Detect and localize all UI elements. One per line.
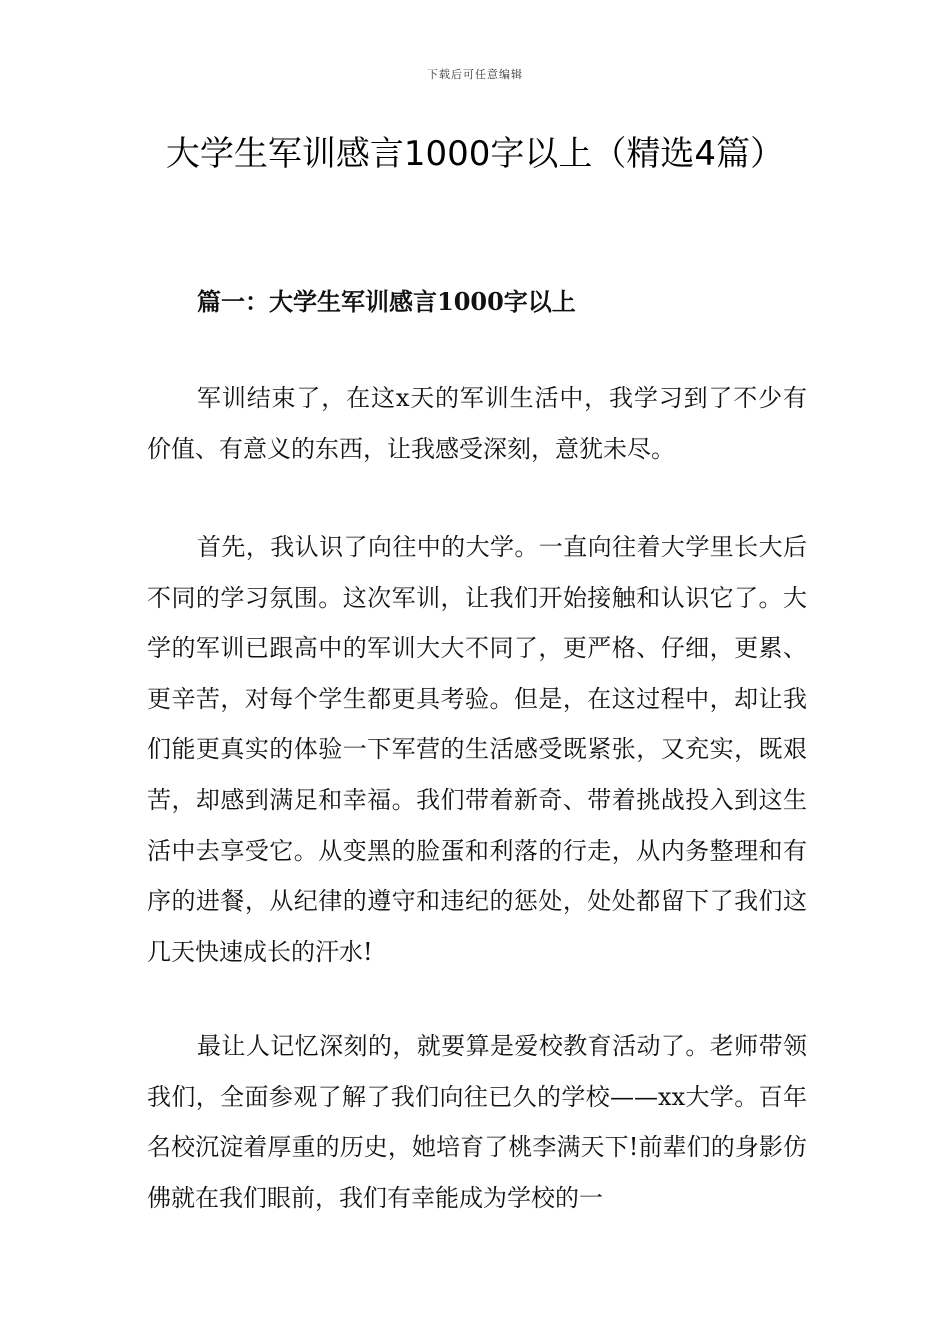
header-note: 下载后可任意编辑 [427, 68, 523, 81]
body-paragraph-2: 首先，我认识了向往中的大学。一直向往着大学里长大后不同的学习氛围。这次军训，让我们开始接触和认识它了。大学的军训已跟高中的军训大大不同了，更严格、仔细，更累、更辛苦，对每个学生都更具考验。但是，在这过程中，却让我们能更真实的体验一下军营的生活感受既紧张，又充实，既艰苦，却感到满足和幸福。我们带着新奇、带着挑战投入到这生活中去享受它。从变黑的脸蛋和利落的行走，从内务整理和有序的进餐，从纪律的遵守和违纪的惩处，处处都留下了我们这几天快速成长的汗水! [147, 533, 807, 966]
document-title: 大学生军训感言1000字以上（精选4篇） [165, 134, 785, 174]
section-heading: 篇一：大学生军训感言1000字以上 [197, 287, 576, 316]
body-paragraph-3: 最让人记忆深刻的，就要算是爱校教育活动了。老师带领我们，全面参观了解了我们向往已久的学校——xx大学。百年名校沉淀着厚重的历史，她培育了桃李满天下!前辈们的身影仿佛就在我们眼前，我们有幸能成为学校的一 [147, 1032, 807, 1212]
body-paragraph-1: 军训结束了，在这x天的军训生活中，我学习到了不少有价值、有意义的东西，让我感受深刻，意犹未尽。 [147, 384, 807, 463]
